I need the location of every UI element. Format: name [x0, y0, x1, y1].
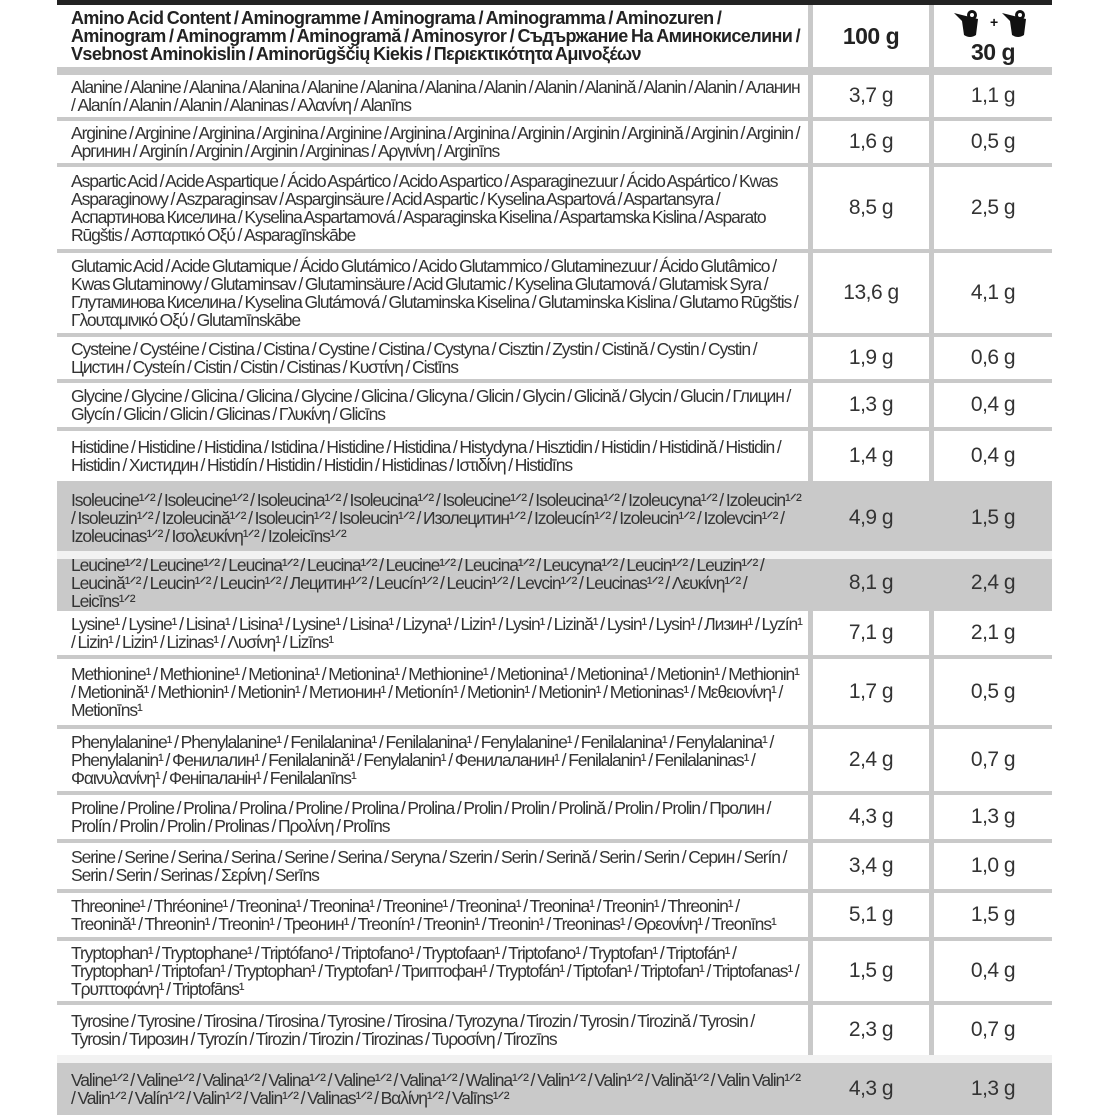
- header-per-serving: [934, 5, 1052, 67]
- table-row: [57, 379, 1052, 427]
- table-row: [57, 791, 1052, 839]
- value-per-100g: 1,3 g: [813, 383, 929, 427]
- value-per-100g: 2,3 g: [813, 1005, 929, 1055]
- amino-acid-name: Methionine¹ / Methionine¹ / Metionina¹ / Metionina¹ / Methionine¹ / Metionina¹ / Metionina¹ / Metionin¹ / Methionin¹ / Metionină¹ / Methionin¹ / Metionin¹ / Метионин¹ / Metionín¹ / Metionin¹ / Metionin¹ / Metioninas¹ / Μεθειονίνη¹ / Metionīns¹: [57, 659, 808, 725]
- table-row: [57, 163, 1052, 249]
- table-row: [57, 551, 1052, 611]
- value-per-100g: 4,3 g: [813, 1063, 929, 1115]
- table-row: [57, 937, 1052, 1001]
- value-per-serving: 2,4 g: [934, 559, 1052, 607]
- value-per-serving: 0,7 g: [934, 1005, 1052, 1055]
- amino-acid-name: Histidine / Histidine / Histidina / Istidina / Histidine / Histidina / Histydyna / Hisztidin / Histidin / Histidină / Histidin / Histidin / Хистидин / Histidín / Histidin / Histidin / Histidinas / Ιστιδίνη / Histidīns: [57, 431, 808, 481]
- value-per-serving: 0,5 g: [934, 659, 1052, 725]
- value-per-100g: 3,4 g: [813, 843, 929, 889]
- value-per-100g: 4,3 g: [813, 795, 929, 839]
- value-per-serving: 0,5 g: [934, 121, 1052, 163]
- value-per-serving: 0,4 g: [934, 941, 1052, 1001]
- amino-acid-name: Threonine¹ / Thréonine¹ / Treonina¹ / Treonina¹ / Treonine¹ / Treonina¹ / Treonina¹ / Treonin¹ / Threonin¹ / Treonină¹ / Threonin¹ / Treonin¹ / Треонин¹ / Treonín¹ / Treonin¹ / Treonin¹ / Treoninas¹ / Θρεονίνη¹ / Treonīns¹: [57, 893, 808, 937]
- amino-acid-name: Tryptophan¹ / Tryptophane¹ / Triptófano¹ / Triptofano¹ / Tryptofaan¹ / Triptofano¹ / Tryptofan¹ / Triptofán¹ / Tryptophan¹ / Triptofan¹ / Tryptophan¹ / Tryptofan¹ / Триптофан¹ / Tryptofán¹ / Tiptofan¹ / Triptofan¹ / Triptofanas¹ / Τρυπτοφάνη¹ / Triptofāns¹: [57, 941, 808, 1001]
- table-row: [57, 117, 1052, 163]
- amino-acid-name: Serine / Serine / Serina / Serina / Serine / Serina / Seryna / Szerin / Serin / Serină / Serin / Serin / Серин / Serín / Serin / Serin / Serinas / Σερίνη / Serīns: [57, 843, 808, 889]
- value-per-100g: 2,4 g: [813, 729, 929, 791]
- value-per-serving: 2,5 g: [934, 167, 1052, 249]
- value-per-serving: 2,1 g: [934, 611, 1052, 655]
- value-per-serving: 1,1 g: [934, 75, 1052, 117]
- value-per-100g: 1,6 g: [813, 121, 929, 163]
- value-per-100g: 8,5 g: [813, 167, 929, 249]
- value-per-100g: 8,1 g: [813, 559, 929, 607]
- amino-acid-name: Isoleucine¹ᐟ² / Isoleucine¹ᐟ² / Isoleucina¹ᐟ² / Isoleucina¹ᐟ² / Isoleucine¹ᐟ² / Isoleucina¹ᐟ² / Izoleucyna¹ᐟ² / Izoleucin¹ᐟ² / Isoleuzin¹ᐟ² / Izoleucină¹ᐟ² / Isoleucin¹ᐟ² / Isoleucin¹ᐟ² / Изолецитин¹ᐟ² / Izoleucín¹ᐟ² / Izoleucin¹ᐟ² / Izolevcin¹ᐟ² / Izoleucinas¹ᐟ² / Ισολευκίνη¹ᐟ² / Izoleicīns¹ᐟ²: [57, 485, 808, 551]
- value-per-100g: 1,4 g: [813, 431, 929, 481]
- value-per-serving: 1,5 g: [934, 893, 1052, 937]
- value-per-serving: 1,0 g: [934, 843, 1052, 889]
- amino-acid-name: Lysine¹ / Lysine¹ / Lisina¹ / Lisina¹ / Lysine¹ / Lisina¹ / Lizyna¹ / Lizin¹ / Lysin¹ / Lizină¹ / Lysin¹ / Lysin¹ / Лизин¹ / Lyzín¹ / Lizin¹ / Lizin¹ / Lizinas¹ / Λυσίνη¹ / Lizīns¹: [57, 611, 808, 655]
- table-row: [57, 249, 1052, 333]
- two-scoops-icon: [948, 7, 1038, 39]
- header-per-100g: 100 g: [813, 5, 929, 67]
- amino-acid-name: Proline / Proline / Prolina / Prolina / Proline / Prolina / Prolina / Prolin / Prolin / Prolină / Prolin / Prolin / Пролин / Prolín / Prolin / Prolin / Prolinas / Προλίνη / Prolīns: [57, 795, 808, 839]
- serving-size-label: 30 g: [970, 38, 1016, 65]
- value-per-100g: 1,5 g: [813, 941, 929, 1001]
- amino-acid-name: Aspartic Acid / Acide Aspartique / Ácido Aspártico / Acido Aspartico / Asparaginezuur / Ácido Aspártico / Kwas Asparaginowy / Aszparaginsav / Asparginsäure / Acid Aspartic / Kyselina Aspartová / Aspartansyra / Аспартинова Киселина / Kyselina Aspartamová / Asparaginska Kiselina / Aspartamska Kislina / Asparato Rūgštis / Ασπαρτικό Οξύ / Asparagīnskābe: [57, 167, 808, 249]
- table-row: [57, 427, 1052, 481]
- table-row: [57, 71, 1052, 117]
- value-per-100g: 13,6 g: [813, 253, 929, 333]
- value-per-serving: 4,1 g: [934, 253, 1052, 333]
- table-row: [57, 889, 1052, 937]
- table-row: [57, 481, 1052, 551]
- table-row: [57, 607, 1052, 655]
- amino-acid-name: Leucine¹ᐟ² / Leucine¹ᐟ² / Leucina¹ᐟ² / Leucina¹ᐟ² / Leucine¹ᐟ² / Leucina¹ᐟ² / Leucyna¹ᐟ² / Leucin¹ᐟ² / Leuzin¹ᐟ² / Leucină¹ᐟ² / Leucin¹ᐟ² / Leucin¹ᐟ² / Лецитин¹ᐟ² / Leucín¹ᐟ² / Leucin¹ᐟ² / Levcin¹ᐟ² / Leucinas¹ᐟ² / Λευκίνη¹ᐟ² / Leicīns¹ᐟ²: [57, 559, 808, 607]
- table-row: [57, 1055, 1052, 1115]
- value-per-serving: 0,7 g: [934, 729, 1052, 791]
- value-per-serving: 0,4 g: [934, 383, 1052, 427]
- amino-acid-name: Tyrosine / Tyrosine / Tirosina / Tirosina / Tyrosine / Tirosina / Tyrozyna / Tirozin / Tyrosin / Tirozină / Tyrosin / Tyrosin / Тирозин / Tyrozín / Tirozin / Tirozin / Tirozinas / Τυροσίνη / Tirozīns: [57, 1005, 808, 1055]
- value-per-100g: 1,9 g: [813, 337, 929, 379]
- value-per-100g: 3,7 g: [813, 75, 929, 117]
- value-per-100g: 4,9 g: [813, 485, 929, 551]
- amino-acid-name: Glutamic Acid / Acide Glutamique / Ácido Glutámico / Acido Glutammico / Glutaminezuur / Ácido Glutâmico / Kwas Glutaminowy / Glutaminsav / Glutaminsäure / Acid Glutamic / Kyselina Glutamová / Glutamisk Syra / Глутаминова Киселина / Kyselina Glutámová / Glutaminska Kiselina / Glutaminska Kislina / Glutamo Rūgštis / Γλουταμινικό Οξύ / Glutamīnskābe: [57, 253, 808, 333]
- table-header: [57, 5, 1052, 67]
- amino-acid-name: Cysteine / Cystéine / Cistina / Cistina / Cystine / Cistina / Cystyna / Cisztin / Zystin / Cistină / Cystin / Cystin / Цистин / Cysteín / Cistin / Cistin / Cistinas / Κυστίνη / Cistīns: [57, 337, 808, 379]
- value-per-serving: 1,3 g: [934, 795, 1052, 839]
- value-per-serving: 1,3 g: [934, 1063, 1052, 1115]
- table-row: [57, 333, 1052, 379]
- amino-acid-name: Alanine / Alanine / Alanina / Alanina / Alanine / Alanina / Alanina / Alanin / Alanin / Alanină / Alanin / Alanin / Аланин / Alanín / Alanin / Alanin / Alaninas / Αλανίνη / Alanīns: [57, 75, 808, 117]
- amino-acid-table: [57, 5, 1052, 1115]
- table-row: [57, 725, 1052, 791]
- svg-text:+: +: [990, 13, 998, 30]
- amino-acid-name: Phenylalanine¹ / Phenylalanine¹ / Fenilalanina¹ / Fenilalanina¹ / Fenylalanine¹ / Fenilalanina¹ / Fenylalanina¹ / Phenylalanin¹ / Фенилалин¹ / Fenilalanină¹ / Fenylalanin¹ / Фенилаланин¹ / Fenilalanin¹ / Fenilalaninas¹ / Φαινυλανίνη¹ / Фенiпаланiн¹ / Fenilalanīns¹: [57, 729, 808, 791]
- value-per-serving: 1,5 g: [934, 485, 1052, 551]
- value-per-serving: 0,6 g: [934, 337, 1052, 379]
- amino-acid-name: Valine¹ᐟ² / Valine¹ᐟ² / Valina¹ᐟ² / Valina¹ᐟ² / Valine¹ᐟ² / Valina¹ᐟ² / Walina¹ᐟ² / Valin¹ᐟ² / Valin¹ᐟ² / Valină¹ᐟ² / Valin Valin¹ᐟ² / Valin¹ᐟ² / Valín¹ᐟ² / Valin¹ᐟ² / Valin¹ᐟ² / Valinas¹ᐟ² / Βαλίνη¹ᐟ² / Valīns¹ᐟ²: [57, 1063, 808, 1115]
- amino-acid-name: Glycine / Glycine / Glicina / Glicina / Glycine / Glicina / Glicyna / Glicin / Glycin / Glicină / Glycin / Glucin / Глицин / Glycín / Glicin / Glicin / Glicinas / Γλυκίνη / Glicīns: [57, 383, 808, 427]
- amino-acid-name: Arginine / Arginine / Arginina / Arginina / Arginine / Arginina / Arginina / Arginin / Arginin / Arginină / Arginin / Arginin / Аргинин / Arginín / Arginin / Arginin / Argininas / Αργινίνη / Arginīns: [57, 121, 808, 163]
- header-title: Amino Acid Content / Aminogramme / Aminograma / Aminogramma / Aminozuren / Aminogram / Aminogramm / Aminogramă / Aminosyror / Съдържание На Аминокиселини / Vsebnost Aminokislin / Aminorūgščių Kiekis / Περιεκτικότητα Αμινοξέων: [57, 5, 808, 67]
- table-row: [57, 655, 1052, 725]
- table-row: [57, 839, 1052, 889]
- value-per-serving: 0,4 g: [934, 431, 1052, 481]
- table-row: [57, 1001, 1052, 1055]
- value-per-100g: 5,1 g: [813, 893, 929, 937]
- value-per-100g: 7,1 g: [813, 611, 929, 655]
- value-per-100g: 1,7 g: [813, 659, 929, 725]
